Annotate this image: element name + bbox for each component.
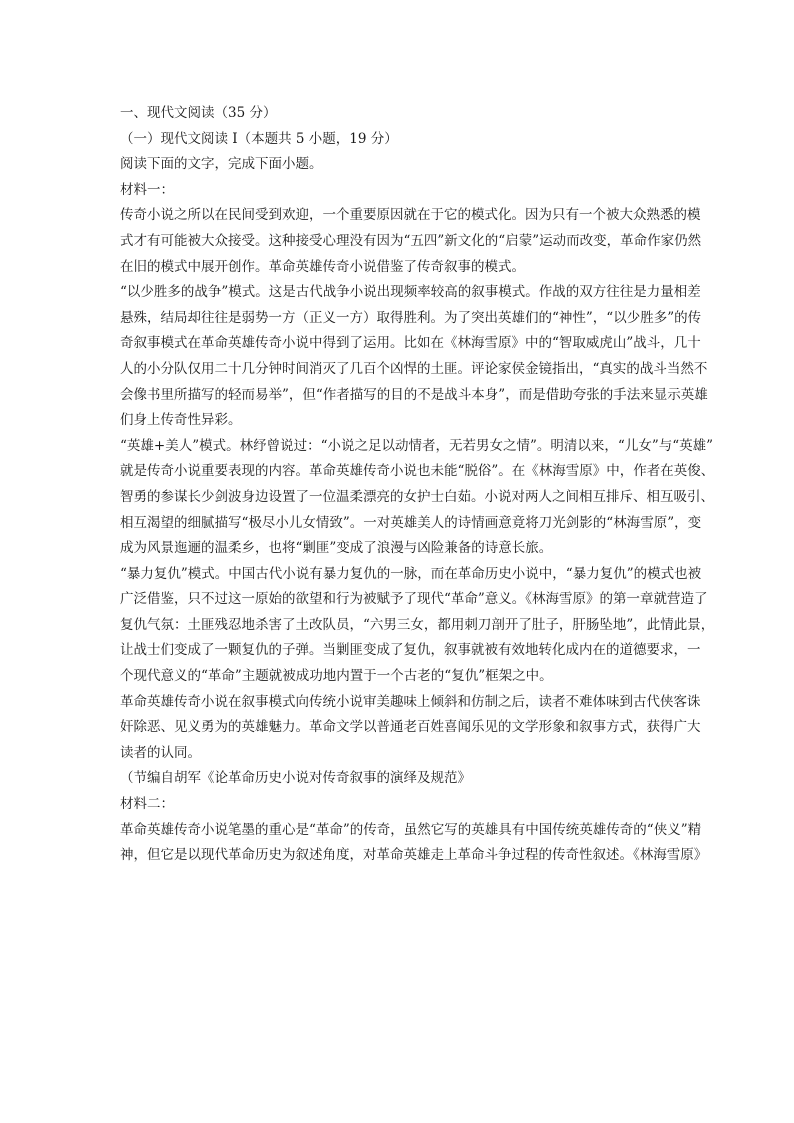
section-heading: 一、现代文阅读（35 分） bbox=[120, 105, 277, 121]
paragraph-line: “暴力复仇”模式。中国古代小说有暴力复仇的一脉，而在革命历史小说中，“暴力复仇”的模式也被 bbox=[120, 565, 702, 582]
subsection-heading: （一）现代文阅读 I（本题共 5 小题，19 分） bbox=[120, 130, 398, 147]
paragraph-line: 奇叙事模式在革命英雄传奇小说中得到了运用。比如在《林海雪原》中的“智取威虎山”战斗，几十 bbox=[120, 335, 701, 352]
instruction-text: 阅读下面的文字，完成下面小题。 bbox=[120, 156, 323, 173]
paragraph-line: 悬殊，结局却往往是弱势一方（正义一方）取得胜利。为了突出英雄们的“神性”，“以少胜多”的传 bbox=[120, 309, 702, 326]
paragraph-line: 奸除恶、见义勇为的英雄魅力。革命文学以普通老百姓喜闻乐见的文学形象和叙事方式，获得广大 bbox=[120, 719, 701, 736]
paragraph-line: 神，但它是以现代革命历史为叙述角度，对革命英雄走上革命斗争过程的传奇性叙述。《林海雪原》 bbox=[120, 847, 708, 864]
paragraph-line: 个现代意义的“革命”主题就被成功地内置于一个古老的“复仇”框架之中。 bbox=[120, 668, 553, 685]
paragraph-line: “以少胜多的战争”模式。这是古代战争小说出现频率较高的叙事模式。作战的双方往往是力量相差 bbox=[120, 284, 701, 301]
paragraph-line: 革命英雄传奇小说笔墨的重心是“革命”的传奇，虽然它写的英雄具有中国传统英雄传奇的“侠义”精 bbox=[120, 821, 702, 838]
paragraph-line: 式才有可能被大众接受。这种接受心理没有因为“五四”新文化的“启蒙”运动而改变，革命作家仍然 bbox=[120, 232, 702, 249]
material-label-one: 材料一： bbox=[120, 181, 174, 198]
paragraph-line: 广泛借鉴，只不过这一原始的欲望和行为被赋予了现代“革命”意义。《林海雪原》的第一章就营造了 bbox=[120, 591, 708, 608]
paragraph-line: 就是传奇小说重要表现的内容。革命英雄传奇小说也未能“脱俗”。在《林海雪原》中，作者在英俊、 bbox=[120, 463, 715, 480]
paragraph-line: 在旧的模式中展开创作。革命英雄传奇小说借鉴了传奇叙事的模式。 bbox=[120, 258, 525, 275]
paragraph-line: 让战士们变成了一颗复仇的子弹。当剿匪变成了复仇，叙事就被有效地转化成内在的道德要求，一 bbox=[120, 642, 701, 659]
paragraph-line: 读者的认同。 bbox=[120, 744, 201, 761]
paragraph-line: 会像书里所描写的轻而易举”，但“作者描写的目的不是战斗本身”，而是借助夸张的手法来显示英雄 bbox=[120, 386, 708, 403]
paragraph-line: 革命英雄传奇小说在叙事模式向传统小说审美趣味上倾斜和仿制之后，读者不难体味到古代侠客诛 bbox=[120, 693, 701, 710]
source-citation: （节编自胡军《论革命历史小说对传奇叙事的演绎及规范》 bbox=[120, 770, 471, 787]
paragraph-line: 成为风景迤逦的温柔乡，也将“剿匪”变成了浪漫与凶险兼备的诗意长旅。 bbox=[120, 540, 553, 557]
paragraph-line: 们身上传奇性异彩。 bbox=[120, 412, 242, 429]
paragraph-line: 复仇气氛：土匪残忍地杀害了土改队员，“六男三女，都用刺刀剖开了肚子，肝肠坠地”，此情此景， bbox=[120, 616, 715, 633]
paragraph-line: “英雄+美人”模式。林纾曾说过：“小说之足以动情者，无若男女之情”。明清以来，“儿女”与“英雄” bbox=[120, 437, 714, 454]
paragraph-line: 传奇小说之所以在民间受到欢迎，一个重要原因就在于它的模式化。因为只有一个被大众熟悉的模 bbox=[120, 207, 701, 224]
paragraph-line: 相互渴望的细腻描写“极尽小儿女情致”。一对英雄美人的诗情画意竟将刀光剑影的“林海雪原”，变 bbox=[120, 514, 702, 531]
paragraph-line: 人的小分队仅用二十几分钟时间消灭了几百个凶悍的土匪。评论家侯金镜指出，“真实的战斗当然不 bbox=[120, 360, 708, 377]
paragraph-line: 智勇的参谋长少剑波身边设置了一位温柔漂亮的女护士白茹。小说对两人之间相互排斥、相互吸引、 bbox=[120, 488, 714, 505]
material-label-two: 材料二： bbox=[120, 796, 174, 813]
document-body bbox=[120, 101, 715, 869]
